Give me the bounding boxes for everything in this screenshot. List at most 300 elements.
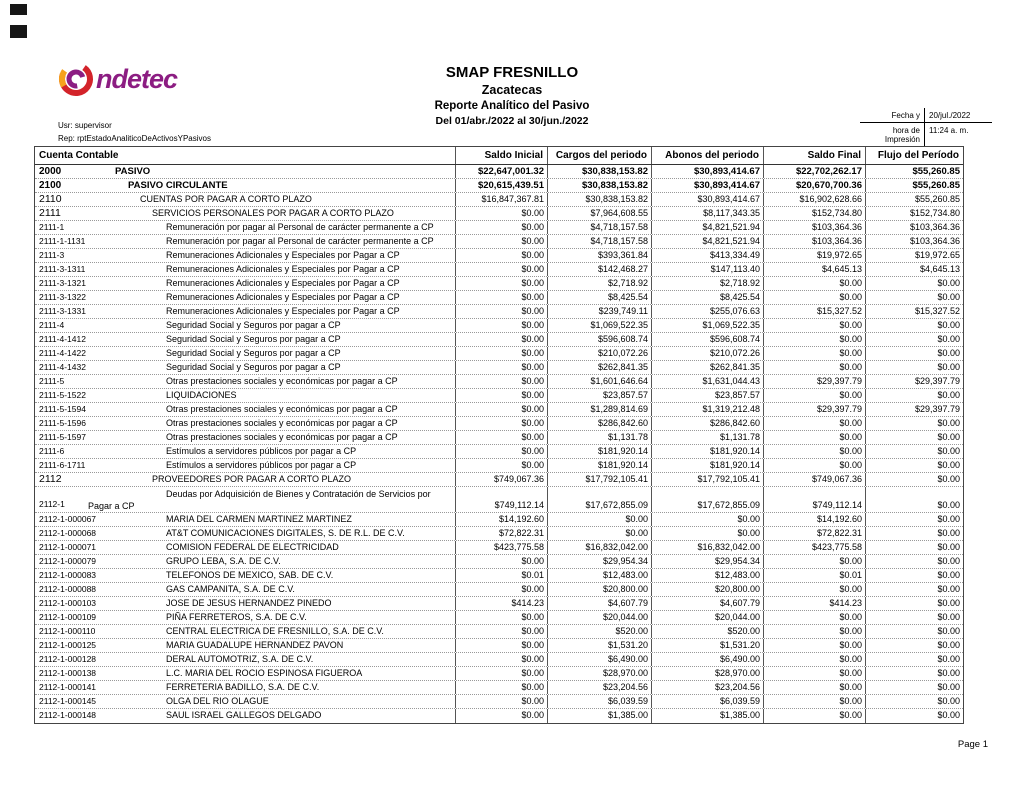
cell-saldo-inicial: $72,822.31 [455, 527, 547, 540]
cell-flujo-periodo: $4,645.13 [865, 263, 963, 276]
cell-flujo-periodo: $0.00 [865, 639, 963, 652]
cell-saldo-inicial: $0.00 [455, 333, 547, 346]
cell-flujo-periodo: $0.00 [865, 681, 963, 694]
cell-saldo-final: $0.00 [763, 291, 865, 304]
cell-cargos-periodo: $20,044.00 [547, 611, 651, 624]
cell-cargos-periodo: $210,072.26 [547, 347, 651, 360]
cell-saldo-final: $20,670,700.36 [763, 179, 865, 192]
cell-flujo-periodo: $0.00 [865, 389, 963, 402]
account-cell [35, 681, 455, 694]
account-cell [35, 541, 455, 554]
cell-flujo-periodo: $0.00 [865, 459, 963, 472]
table-row [35, 263, 963, 277]
cell-saldo-inicial: $22,647,001.32 [455, 165, 547, 178]
print-datetime-block [860, 108, 992, 146]
cell-saldo-inicial: $0.00 [455, 695, 547, 708]
table-header [35, 147, 963, 165]
account-name: Remuneración por pagar al Personal de carácter permanente a CP [166, 222, 434, 232]
cell-saldo-final: $29,397.79 [763, 375, 865, 388]
account-name: CUENTAS POR PAGAR A CORTO PLAZO [140, 194, 312, 204]
account-name: Estímulos a servidores públicos por pagar a CP [166, 446, 357, 456]
account-cell [35, 709, 455, 723]
cell-saldo-inicial: $0.00 [455, 431, 547, 444]
cell-cargos-periodo: $6,039.59 [547, 695, 651, 708]
table-row [35, 695, 963, 709]
hora-value: 11:24 a. m. [924, 123, 992, 146]
cell-cargos-periodo: $239,749.11 [547, 305, 651, 318]
account-cell [35, 487, 455, 512]
cell-saldo-final: $0.00 [763, 319, 865, 332]
account-code: 2111-3 [39, 250, 65, 260]
cell-saldo-final: $0.00 [763, 611, 865, 624]
cell-abonos-periodo: $16,832,042.00 [651, 541, 763, 554]
cell-saldo-inicial: $0.00 [455, 221, 547, 234]
account-cell [35, 207, 455, 220]
account-code: 2111-5-1596 [39, 418, 86, 428]
cell-abonos-periodo: $30,893,414.67 [651, 165, 763, 178]
account-cell [35, 319, 455, 332]
account-name: OLGA DEL RIO OLAGUE [166, 696, 269, 706]
cell-saldo-inicial: $0.00 [455, 235, 547, 248]
account-cell [35, 625, 455, 638]
account-code: 2112-1-000079 [39, 556, 97, 566]
cell-saldo-final: $0.00 [763, 695, 865, 708]
cell-abonos-periodo: $6,490.00 [651, 653, 763, 666]
account-name: Otras prestaciones sociales y económicas por pagar a CP [166, 376, 398, 386]
account-cell [35, 249, 455, 262]
cell-saldo-final: $0.00 [763, 681, 865, 694]
cell-saldo-inicial: $0.00 [455, 361, 547, 374]
col-header-cargos-periodo: Cargos del periodo [547, 147, 651, 164]
cell-saldo-final: $16,902,628.66 [763, 193, 865, 206]
cell-cargos-periodo: $262,841.35 [547, 361, 651, 374]
cell-saldo-final: $414.23 [763, 597, 865, 610]
account-name: Deudas por Adquisición de Bienes y Contratación de Servicios por [166, 489, 431, 499]
table-row [35, 375, 963, 389]
cell-abonos-periodo: $2,718.92 [651, 277, 763, 290]
account-name: DERAL AUTOMOTRIZ, S.A. DE C.V. [166, 654, 314, 664]
cell-cargos-periodo: $28,970.00 [547, 667, 651, 680]
table-row [35, 681, 963, 695]
table-row [35, 667, 963, 681]
account-cell [35, 431, 455, 444]
cell-abonos-periodo: $30,893,414.67 [651, 193, 763, 206]
cell-saldo-final: $423,775.58 [763, 541, 865, 554]
cell-flujo-periodo: $0.00 [865, 695, 963, 708]
cell-abonos-periodo: $20,800.00 [651, 583, 763, 596]
report-title: Reporte Analítico del Pasivo [434, 100, 590, 112]
account-cell [35, 361, 455, 374]
cell-saldo-inicial: $749,067.36 [455, 473, 547, 486]
cell-cargos-periodo: $286,842.60 [547, 417, 651, 430]
cell-saldo-inicial: $14,192.60 [455, 513, 547, 526]
account-name: L.C. MARIA DEL ROCIO ESPINOSA FIGUEROA [166, 668, 363, 678]
cell-abonos-periodo: $23,204.56 [651, 681, 763, 694]
account-code: 2112-1-000068 [39, 528, 97, 538]
cell-cargos-periodo: $20,800.00 [547, 583, 651, 596]
table-row [35, 305, 963, 319]
cell-saldo-inicial: $0.00 [455, 375, 547, 388]
cell-flujo-periodo: $0.00 [865, 611, 963, 624]
account-cell [35, 445, 455, 458]
account-code: 2111-1-1131 [39, 236, 86, 246]
account-name: CENTRAL ELECTRICA DE FRESNILLO, S.A. DE C.V. [166, 626, 384, 636]
table-row [35, 277, 963, 291]
cell-flujo-periodo: $0.00 [865, 569, 963, 582]
hora-row [860, 122, 992, 146]
cell-saldo-inicial: $0.00 [455, 555, 547, 568]
table-row [35, 445, 963, 459]
cell-saldo-final: $4,645.13 [763, 263, 865, 276]
cell-saldo-final: $0.00 [763, 389, 865, 402]
cell-cargos-periodo: $23,204.56 [547, 681, 651, 694]
account-name: Otras prestaciones sociales y económicas por pagar a CP [166, 418, 398, 428]
cell-flujo-periodo: $0.00 [865, 513, 963, 526]
cell-flujo-periodo: $55,260.85 [865, 179, 963, 192]
account-cell [35, 235, 455, 248]
cell-abonos-periodo: $210,072.26 [651, 347, 763, 360]
table-row [35, 555, 963, 569]
user-line: Usr: supervisor [58, 121, 112, 130]
cell-cargos-periodo: $4,718,157.58 [547, 235, 651, 248]
cell-cargos-periodo: $12,483.00 [547, 569, 651, 582]
account-name: GRUPO LEBA, S.A. DE C.V. [166, 556, 281, 566]
account-cell [35, 305, 455, 318]
cell-cargos-periodo: $4,607.79 [547, 597, 651, 610]
account-cell [35, 473, 455, 486]
account-cell [35, 375, 455, 388]
account-code: 2111-5 [39, 376, 65, 386]
cell-cargos-periodo: $0.00 [547, 527, 651, 540]
cell-abonos-periodo: $4,607.79 [651, 597, 763, 610]
account-cell [35, 221, 455, 234]
cell-flujo-periodo: $152,734.80 [865, 207, 963, 220]
cell-saldo-final: $0.00 [763, 417, 865, 430]
account-name: Remuneraciones Adicionales y Especiales por Pagar a CP [166, 264, 400, 274]
account-cell [35, 555, 455, 568]
cell-abonos-periodo: $255,076.63 [651, 305, 763, 318]
account-code: 2112-1-000103 [39, 598, 97, 608]
table-row [35, 527, 963, 541]
cell-flujo-periodo: $0.00 [865, 583, 963, 596]
cell-abonos-periodo: $1,131.78 [651, 431, 763, 444]
account-code: 2112-1-000088 [39, 584, 97, 594]
table-row [35, 361, 963, 375]
cell-flujo-periodo: $55,260.85 [865, 193, 963, 206]
cell-saldo-final: $29,397.79 [763, 403, 865, 416]
cell-cargos-periodo: $30,838,153.82 [547, 193, 651, 206]
table-row [35, 319, 963, 333]
cell-abonos-periodo: $1,631,044.43 [651, 375, 763, 388]
account-cell [35, 667, 455, 680]
cell-saldo-inicial: $0.00 [455, 305, 547, 318]
cell-cargos-periodo: $7,964,608.55 [547, 207, 651, 220]
account-code: 2111-6 [39, 446, 65, 456]
table-row [35, 333, 963, 347]
cell-abonos-periodo: $0.00 [651, 513, 763, 526]
cell-saldo-final: $0.00 [763, 431, 865, 444]
account-cell [35, 179, 455, 192]
table-row [35, 193, 963, 207]
cell-flujo-periodo: $0.00 [865, 319, 963, 332]
account-name: Remuneraciones Adicionales y Especiales por Pagar a CP [166, 278, 400, 288]
col-header-saldo-inicial: Saldo Inicial [455, 147, 547, 164]
account-cell [35, 263, 455, 276]
account-code: 2111 [39, 207, 61, 219]
cell-abonos-periodo: $29,954.34 [651, 555, 763, 568]
logo-text: ndetec [96, 63, 178, 94]
account-cell [35, 569, 455, 582]
table-row [35, 709, 963, 723]
account-cell [35, 527, 455, 540]
cell-saldo-final: $72,822.31 [763, 527, 865, 540]
cell-saldo-final: $0.00 [763, 639, 865, 652]
account-name: Remuneraciones Adicionales y Especiales por Pagar a CP [166, 292, 400, 302]
cell-cargos-periodo: $17,792,105.41 [547, 473, 651, 486]
account-cell [35, 389, 455, 402]
cell-flujo-periodo: $0.00 [865, 667, 963, 680]
cell-flujo-periodo: $0.00 [865, 473, 963, 486]
col-header-abonos-periodo: Abonos del periodo [651, 147, 763, 164]
account-name: JOSE DE JESUS HERNANDEZ PINEDO [166, 598, 332, 608]
cell-saldo-inicial: $16,847,367.81 [455, 193, 547, 206]
cell-abonos-periodo: $596,608.74 [651, 333, 763, 346]
account-cell [35, 583, 455, 596]
fecha-value: 20/jul./2022 [924, 108, 992, 122]
cell-cargos-periodo: $23,857.57 [547, 389, 651, 402]
cell-flujo-periodo: $29,397.79 [865, 375, 963, 388]
cell-cargos-periodo: $1,385.00 [547, 709, 651, 723]
cell-abonos-periodo: $262,841.35 [651, 361, 763, 374]
account-code: 2112-1-000148 [39, 710, 97, 720]
cell-cargos-periodo: $4,718,157.58 [547, 221, 651, 234]
account-cell [35, 417, 455, 430]
cell-saldo-inicial: $0.00 [455, 667, 547, 680]
cell-flujo-periodo: $103,364.36 [865, 221, 963, 234]
col-header-flujo-periodo: Flujo del Período [865, 147, 963, 164]
account-name: GAS CAMPANITA, S.A. DE C.V. [166, 584, 295, 594]
table-row [35, 431, 963, 445]
account-name: PASIVO [115, 166, 151, 177]
cell-saldo-final: $0.00 [763, 583, 865, 596]
cell-saldo-final: $14,192.60 [763, 513, 865, 526]
table-row [35, 611, 963, 625]
cell-abonos-periodo: $181,920.14 [651, 445, 763, 458]
table-row [35, 207, 963, 221]
fecha-row [860, 108, 992, 122]
account-name: Remuneración por pagar al Personal de carácter permanente a CP [166, 236, 434, 246]
table-row [35, 639, 963, 653]
col-header-saldo-final: Saldo Final [763, 147, 865, 164]
cell-flujo-periodo: $29,397.79 [865, 403, 963, 416]
cell-saldo-inicial: $0.00 [455, 207, 547, 220]
account-cell [35, 639, 455, 652]
cell-saldo-final: $0.00 [763, 555, 865, 568]
company-title: SMAP FRESNILLO [445, 64, 579, 81]
table-row [35, 179, 963, 193]
cell-cargos-periodo: $1,601,646.64 [547, 375, 651, 388]
account-code: 2112-1-000083 [39, 570, 97, 580]
cell-flujo-periodo: $0.00 [865, 347, 963, 360]
cell-saldo-inicial: $423,775.58 [455, 541, 547, 554]
cell-abonos-periodo: $17,792,105.41 [651, 473, 763, 486]
account-code: 2112-1-000067 [39, 514, 97, 524]
cell-abonos-periodo: $30,893,414.67 [651, 179, 763, 192]
table-row [35, 541, 963, 555]
account-code: 2110 [39, 193, 62, 205]
cell-saldo-final: $0.00 [763, 445, 865, 458]
account-code: 2111-1 [39, 222, 65, 232]
cell-abonos-periodo: $28,970.00 [651, 667, 763, 680]
account-cell [35, 333, 455, 346]
cell-saldo-final: $22,702,262.17 [763, 165, 865, 178]
cell-flujo-periodo: $0.00 [865, 277, 963, 290]
cell-abonos-periodo: $181,920.14 [651, 459, 763, 472]
cell-flujo-periodo: $0.00 [865, 555, 963, 568]
table-row [35, 569, 963, 583]
account-name: Seguridad Social y Seguros por pagar a CP [166, 320, 341, 330]
account-code: 2111-4-1412 [39, 334, 86, 344]
account-cell [35, 291, 455, 304]
account-name: PASIVO CIRCULANTE [128, 180, 228, 191]
table-row [35, 513, 963, 527]
cell-saldo-final: $0.00 [763, 277, 865, 290]
cell-cargos-periodo: $29,954.34 [547, 555, 651, 568]
cell-saldo-inicial: $0.00 [455, 417, 547, 430]
account-code: 2111-3-1311 [39, 264, 86, 274]
cell-saldo-final: $103,364.36 [763, 235, 865, 248]
cell-flujo-periodo: $0.00 [865, 291, 963, 304]
account-name-line2: Pagar a CP [88, 501, 135, 511]
account-name: Seguridad Social y Seguros por pagar a CP [166, 334, 341, 344]
account-name: COMISION FEDERAL DE ELECTRICIDAD [166, 542, 339, 552]
cell-flujo-periodo: $0.00 [865, 625, 963, 638]
table-row [35, 403, 963, 417]
table-row [35, 459, 963, 473]
cell-saldo-final: $0.00 [763, 459, 865, 472]
cell-cargos-periodo: $2,718.92 [547, 277, 651, 290]
cell-cargos-periodo: $1,531.20 [547, 639, 651, 652]
table-row [35, 473, 963, 487]
hora-label: hora de Impresión [884, 126, 920, 144]
cell-cargos-periodo: $16,832,042.00 [547, 541, 651, 554]
cell-saldo-inicial: $0.00 [455, 611, 547, 624]
account-name: Estímulos a servidores públicos por pagar a CP [166, 460, 357, 470]
cell-abonos-periodo: $8,425.54 [651, 291, 763, 304]
table-row [35, 597, 963, 611]
cell-saldo-inicial: $0.00 [455, 263, 547, 276]
account-code: 2111-3-1331 [39, 306, 86, 316]
account-name: SERVICIOS PERSONALES POR PAGAR A CORTO PLAZO [152, 208, 394, 218]
cell-cargos-periodo: $1,131.78 [547, 431, 651, 444]
account-cell [35, 193, 455, 206]
cell-saldo-inicial: $0.00 [455, 389, 547, 402]
cell-abonos-periodo: $520.00 [651, 625, 763, 638]
account-cell [35, 403, 455, 416]
fecha-label: Fecha y [891, 111, 920, 120]
account-code: 2000 [39, 166, 62, 177]
table-row [35, 417, 963, 431]
cell-saldo-final: $15,327.52 [763, 305, 865, 318]
table-row [35, 625, 963, 639]
cell-cargos-periodo: $0.00 [547, 513, 651, 526]
account-code: 2111-3-1321 [39, 278, 86, 288]
account-name: LIQUIDACIONES [166, 390, 237, 400]
cell-abonos-periodo: $23,857.57 [651, 389, 763, 402]
cell-flujo-periodo: $0.00 [865, 417, 963, 430]
cell-cargos-periodo: $181,920.14 [547, 445, 651, 458]
account-cell [35, 653, 455, 666]
cell-cargos-periodo: $520.00 [547, 625, 651, 638]
account-name: Seguridad Social y Seguros por pagar a CP [166, 362, 341, 372]
cell-saldo-final: $0.00 [763, 667, 865, 680]
cell-saldo-inicial: $0.00 [455, 347, 547, 360]
account-name: PIÑA FERRETEROS, S.A. DE C.V. [166, 612, 307, 622]
table-row [35, 389, 963, 403]
table-row [35, 235, 963, 249]
cell-cargos-periodo: $30,838,153.82 [547, 179, 651, 192]
account-code: 2111-3-1322 [39, 292, 86, 302]
cell-abonos-periodo: $4,821,521.94 [651, 235, 763, 248]
table-row [35, 221, 963, 235]
table-row [35, 165, 963, 179]
cell-cargos-periodo: $30,838,153.82 [547, 165, 651, 178]
cell-flujo-periodo: $103,364.36 [865, 235, 963, 248]
cell-abonos-periodo: $4,821,521.94 [651, 221, 763, 234]
cell-saldo-inicial: $0.00 [455, 709, 547, 723]
cell-flujo-periodo: $0.00 [865, 431, 963, 444]
page-number: Page 1 [957, 739, 988, 750]
account-code: 2111-4-1432 [39, 362, 86, 372]
account-cell [35, 611, 455, 624]
account-name: MARIA GUADALUPE HERNANDEZ PAVON [166, 640, 344, 650]
account-code: 2112-1-000145 [39, 696, 97, 706]
state-title: Zacatecas [481, 83, 543, 97]
account-code: 2112-1-000109 [39, 612, 97, 622]
table-row [35, 653, 963, 667]
cell-abonos-periodo: $17,672,855.09 [651, 487, 763, 512]
scan-mark [10, 4, 27, 15]
cell-saldo-final: $0.00 [763, 347, 865, 360]
cell-abonos-periodo: $12,483.00 [651, 569, 763, 582]
account-name: Otras prestaciones sociales y económicas por pagar a CP [166, 432, 398, 442]
cell-abonos-periodo: $1,531.20 [651, 639, 763, 652]
cell-saldo-inicial: $0.01 [455, 569, 547, 582]
cell-saldo-inicial: $0.00 [455, 583, 547, 596]
cell-cargos-periodo: $393,361.84 [547, 249, 651, 262]
account-cell [35, 459, 455, 472]
account-name: Remuneraciones Adicionales y Especiales por Pagar a CP [166, 306, 400, 316]
account-code: 2112-1-000128 [39, 654, 97, 664]
account-code: 2112-1-000125 [39, 640, 97, 650]
cell-cargos-periodo: $8,425.54 [547, 291, 651, 304]
cell-abonos-periodo: $1,385.00 [651, 709, 763, 723]
cell-cargos-periodo: $1,289,814.69 [547, 403, 651, 416]
cell-abonos-periodo: $6,039.59 [651, 695, 763, 708]
account-code: 2111-4 [39, 320, 65, 330]
cell-flujo-periodo: $0.00 [865, 333, 963, 346]
account-code: 2112-1 [39, 499, 65, 509]
cell-saldo-inicial: $0.00 [455, 291, 547, 304]
account-cell [35, 165, 455, 178]
table-row [35, 487, 963, 513]
cell-flujo-periodo: $0.00 [865, 597, 963, 610]
account-cell [35, 277, 455, 290]
account-code: 2111-6-1711 [39, 460, 86, 470]
account-code: 2112-1-000138 [39, 668, 97, 678]
account-name: TELEFONOS DE MEXICO, SAB. DE C.V. [166, 570, 334, 580]
report-table [34, 146, 964, 724]
